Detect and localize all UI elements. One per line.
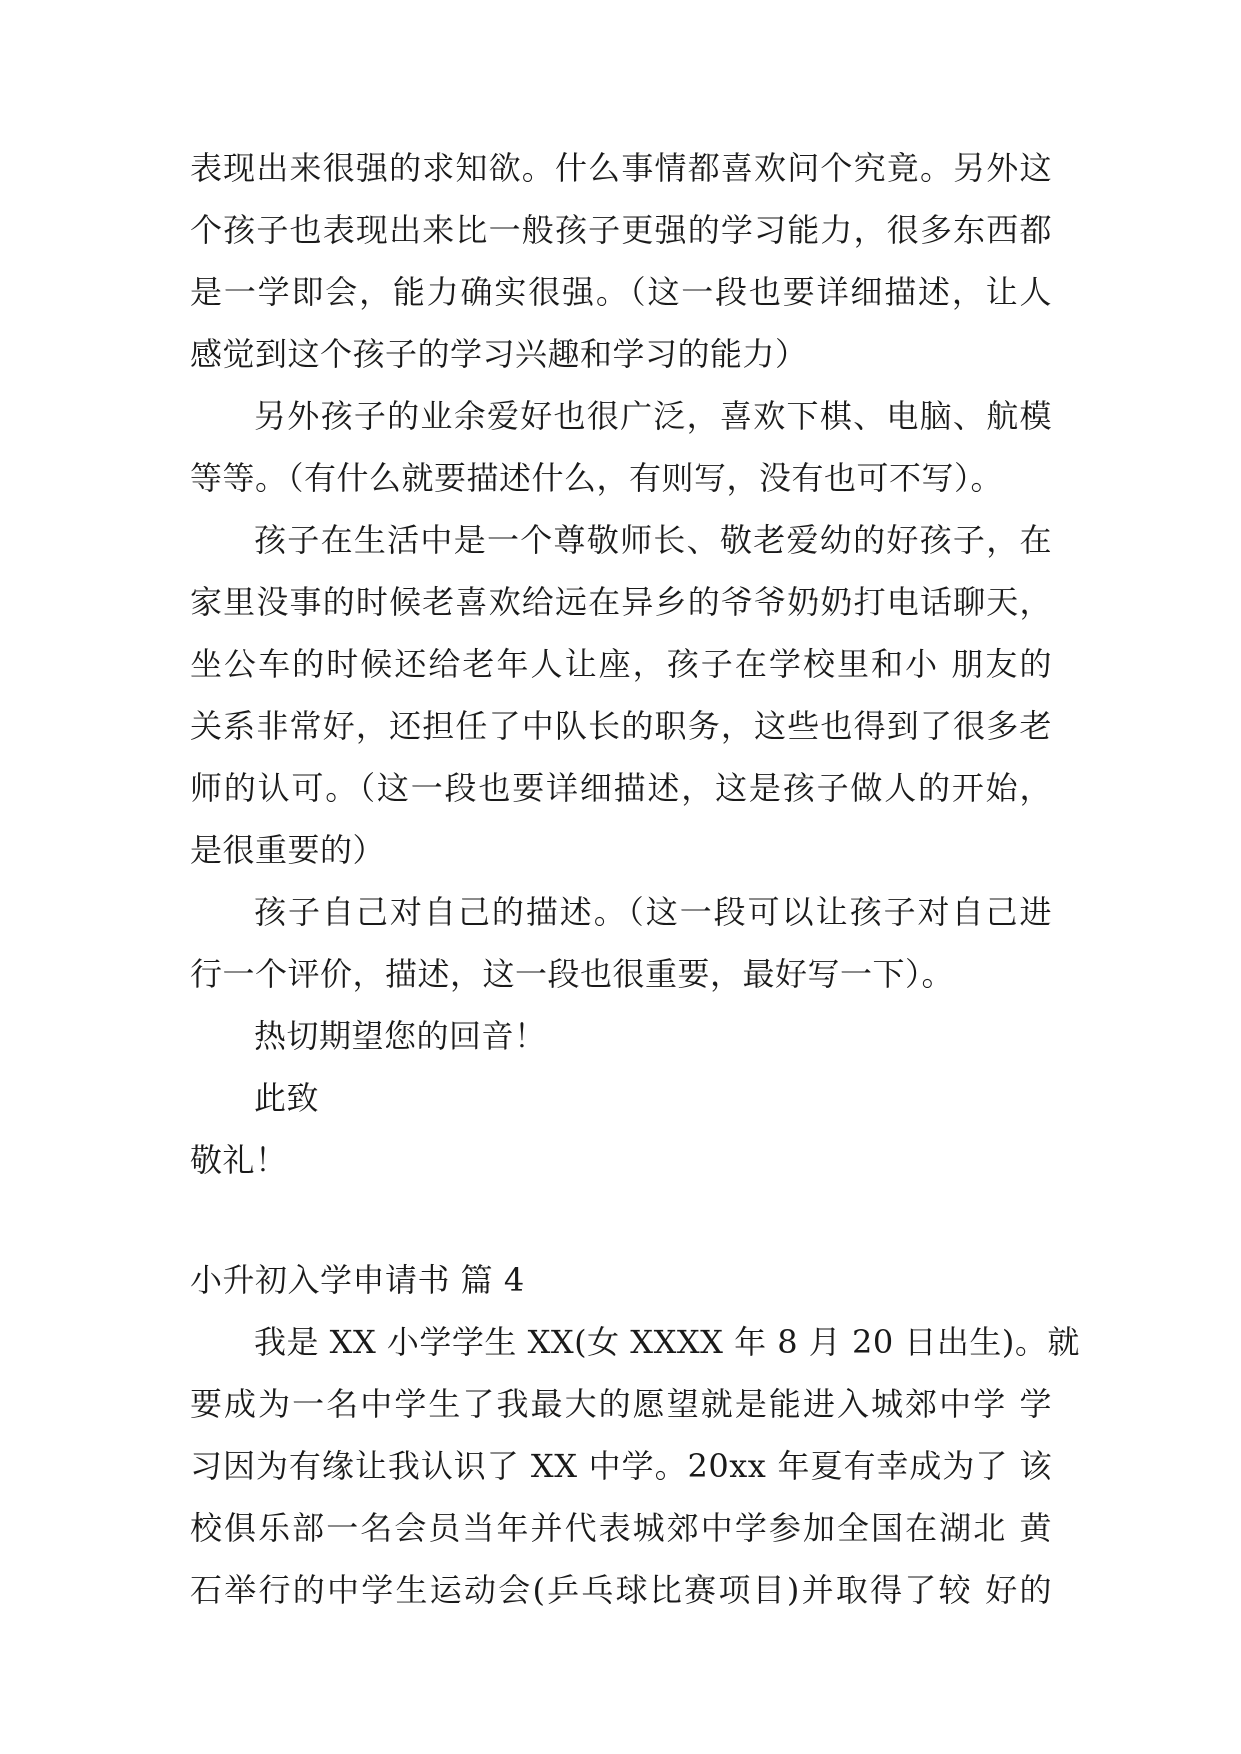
text-line: 感觉到这个孩子的学习兴趣和学习的能力） [190,335,808,373]
text-line: 是很重要的） [190,831,386,869]
text-line: 师的认可。（这一段也要详细描述，这是孩子做人的开始， [190,769,1052,807]
text-line: 石举行的中学生运动会(乒乓球比赛项目)并取得了较 好的 [190,1571,1052,1609]
text-line: 要成为一名中学生了我最大的愿望就是能进入城郊中学 学 [190,1385,1052,1423]
salutation-line: 敬礼！ [190,1141,288,1179]
text-line: 行一个评价，描述，这一段也很重要，最好写一下）。 [190,955,955,993]
closing-line: 热切期望您的回音！ [254,1017,547,1055]
text-line: 校俱乐部一名会员当年并代表城郊中学参加全国在湖北 黄 [190,1509,1052,1547]
text-line: 是一学即会，能力确实很强。（这一段也要详细描述，让人 [190,273,1052,311]
text-line: 关系非常好，还担任了中队长的职务，这些也得到了很多老 [190,707,1052,745]
text-line: 等等。（有什么就要描述什么，有则写，没有也可不写）。 [190,459,1004,497]
section-heading: 小升初入学申请书 篇 4 [190,1261,525,1299]
text-line: 孩子自己对自己的描述。（这一段可以让孩子对自己进 [254,893,1052,931]
salutation-line: 此致 [254,1079,320,1117]
text-line: 习因为有缘让我认识了 XX 中学。20xx 年夏有幸成为了 该 [190,1447,1052,1485]
text-line: 另外孩子的业余爱好也很广泛，喜欢下棋、电脑、航模 [254,397,1052,435]
text-line: 坐公车的时候还给老年人让座，孩子在学校里和小 朋友的 [190,645,1052,683]
text-line: 我是 XX 小学学生 XX(女 XXXX 年 8 月 20 日出生)。就 [254,1323,1080,1361]
text-line: 个孩子也表现出来比一般孩子更强的学习能力，很多东西都 [190,211,1052,249]
text-line: 孩子在生活中是一个尊敬师长、敬老爱幼的好孩子，在 [254,521,1052,559]
text-line: 表现出来很强的求知欲。什么事情都喜欢问个究竟。另外这 [190,149,1052,187]
text-line: 家里没事的时候老喜欢给远在异乡的爷爷奶奶打电话聊天， [190,583,1052,621]
